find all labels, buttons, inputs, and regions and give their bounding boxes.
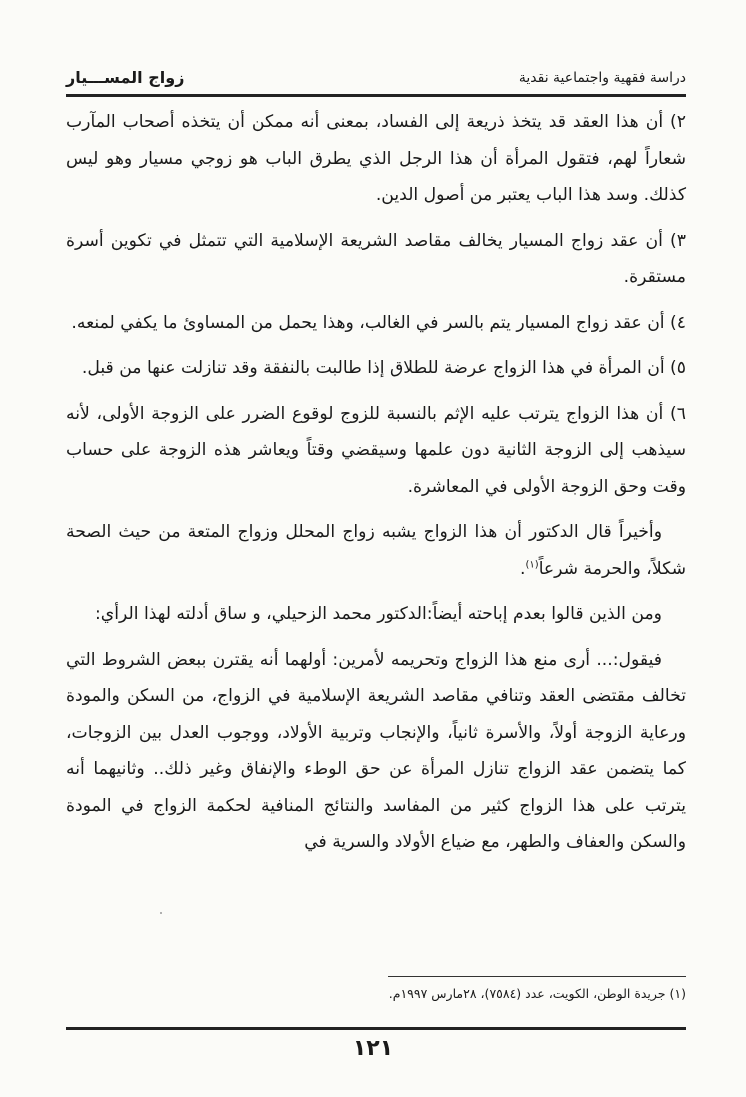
- paragraph-point-6: ٦) أن هذا الزواج يترتب عليه الإثم بالنسبة للزوج لوقوع الضرر على الزوجة الأولى، لأنه سيذهب إلى الزوجة الثانية دون علمها وسيقضي وقتاً ويعاشر هذه الزوجة على حساب وقت وحق الزوجة الأولى في المعاشرة.: [66, 403, 686, 497]
- conclusion-text: وأخيراً قال الدكتور أن هذا الزواج يشبه زواج المحلل وزواج المتعة من حيث الصحة شكلاً، والحرمة شرعاً: [66, 522, 686, 579]
- footnote-rule: [388, 976, 686, 977]
- page-speck: [160, 912, 162, 914]
- paragraph-point-4: ٤) أن عقد زواج المسيار يتم بالسر في الغالب، وهذا يحمل من المساوئ ما يكفي لمنعه.: [71, 312, 686, 333]
- footnote: (١) جريدة الوطن، الكويت، عدد (٧٥٨٤)، ٢٨مارس ١٩٩٧م.: [388, 986, 686, 1001]
- header-rule: [66, 94, 686, 97]
- paragraph-zuhaili-intro: ومن الذين قالوا بعدم إباحته أيضاً:الدكتور محمد الزحيلي، و ساق أدلته لهذا الرأي:: [95, 604, 662, 624]
- paragraph-conclusion: [66, 514, 686, 587]
- book-section-title: دراسة فقهية واجتماعية نقدية: [518, 70, 686, 86]
- footnote-reference: (١): [525, 558, 539, 570]
- conclusion-end: .: [520, 558, 526, 579]
- main-text: [66, 104, 686, 863]
- paragraph-point-5: ٥) أن المرأة في هذا الزواج عرضة للطلاق إذا طالبت بالنفقة وقد تنازلت عنها من قبل.: [81, 358, 686, 378]
- paragraph-point-2: ٢) أن هذا العقد قد يتخذ ذريعة إلى الفساد، بمعنى أنه ممكن أن يتخذه أصحاب المآرب شعاراً لهم، فتقول المرأة أن هذا الرجل الذي يطرق الباب هو زوجي مسيار وهو ليس كذلك. وسد هذا الباب يعتبر من أصول الدين.: [66, 112, 686, 205]
- chapter-title: زواج المســـيار: [66, 68, 185, 87]
- page-number: ١٢١: [352, 1036, 394, 1061]
- paragraph-point-3: ٣) أن عقد زواج المسيار يخالف مقاصد الشريعة الإسلامية التي تتمثل في تكوين أسرة مستقرة.: [66, 230, 686, 287]
- paragraph-zuhaili-quote: فيقول:... أرى منع هذا الزواج وتحريمه لأمرين: أولهما أنه يقترن ببعض الشروط التي تخالف مقتضى العقد وتنافي مقاصد الشريعة الإسلامية في الزواج، من السكن والمودة ورعاية الزوجة أولاً، والأسرة ثانياً، والإنجاب وتربية الأولاد، ووجوب العدل بين الزوجات، كما يتضمن عقد الزواج تنازل المرأة عن حق الوطء والإنفاق وغير ذلك.. وثانيهما أنه يترتب على هذا الزواج كثير من المفاسد والنتائج المنافية لحكمة الزواج في المودة والسكن والعفاف والطهر، مع ضياع الأولاد والسرية في: [66, 649, 686, 852]
- footer-rule: [66, 1027, 686, 1030]
- running-header: [66, 66, 686, 90]
